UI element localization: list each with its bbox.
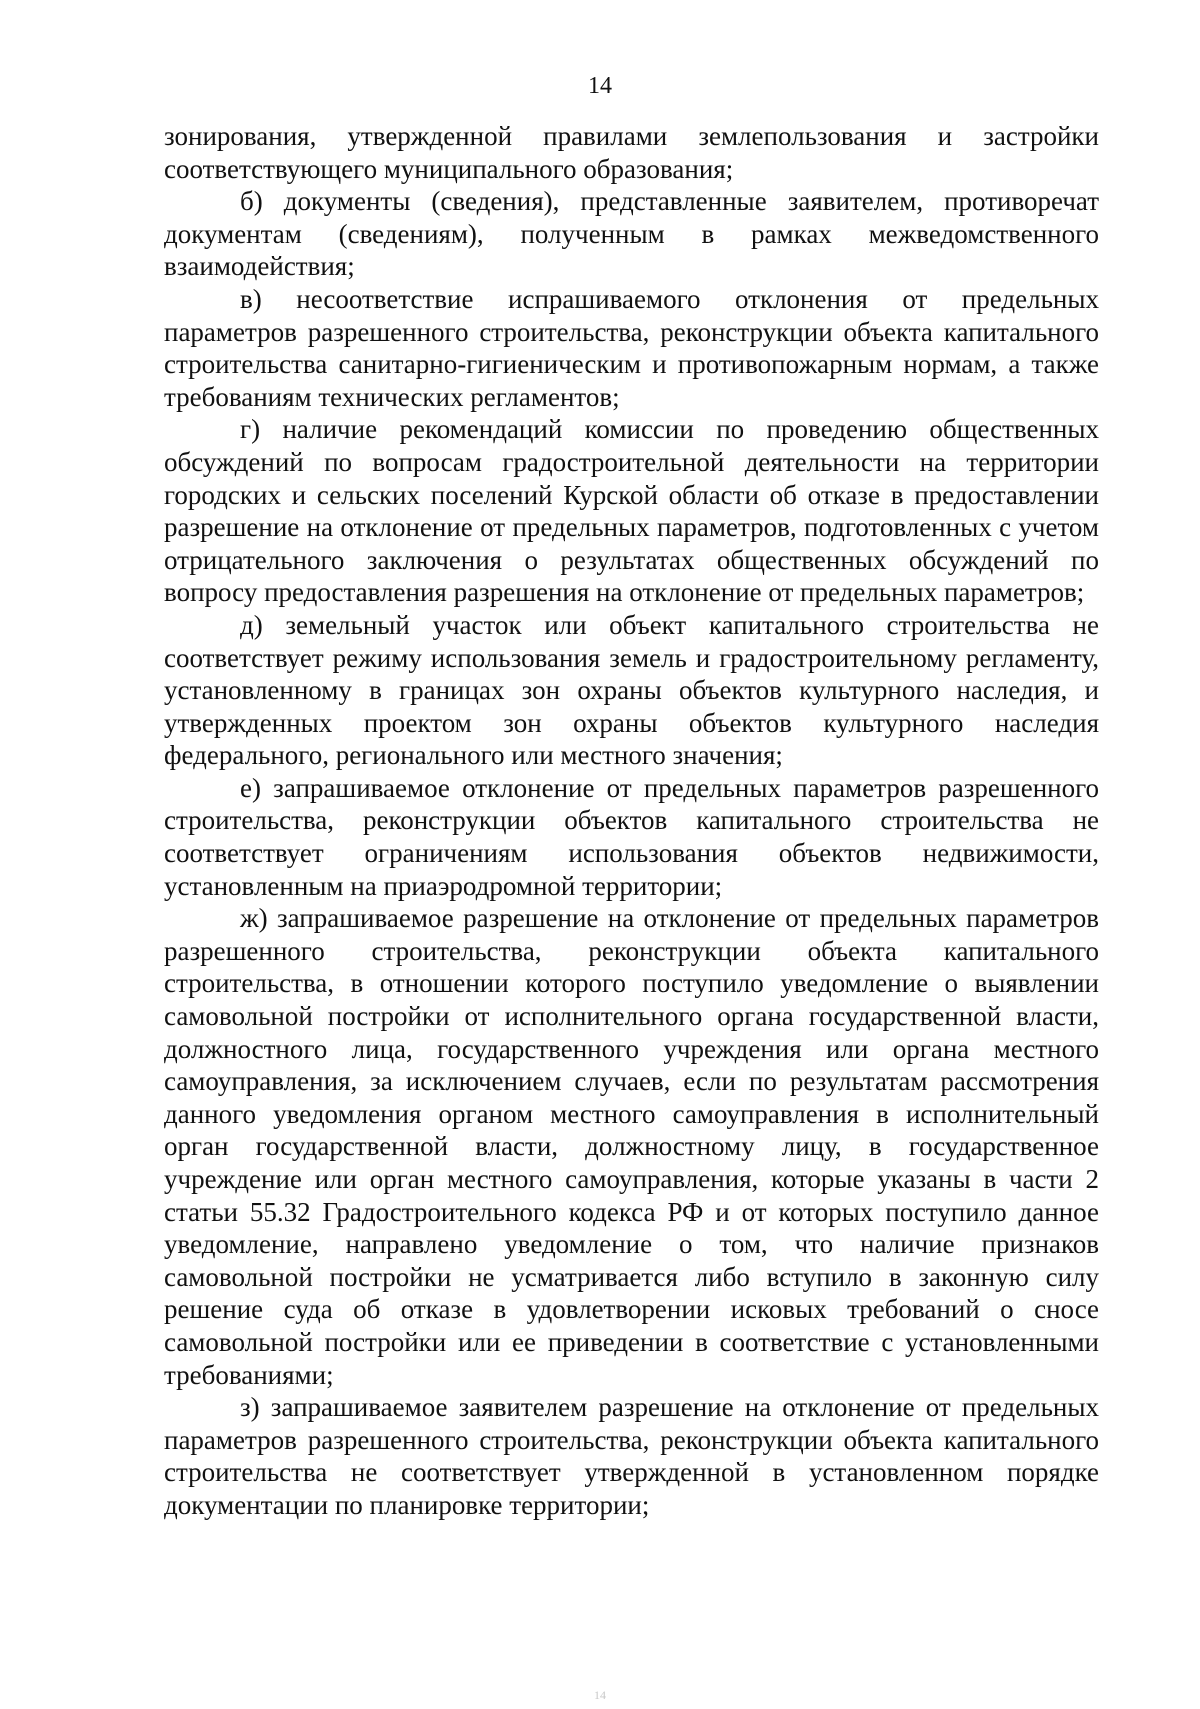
- paragraph-item-b: б) документы (сведения), представленные заявителем, противоречат документам (сведениям), полученным в рамках межведомственного взаимодействия;: [164, 186, 1099, 282]
- page-number: 14: [588, 73, 612, 99]
- paragraph-item-e: е) запрашиваемое отклонение от предельных параметров разрешенного строительства, реконструкции объектов капитального строительства не соответствует ограничениям использования объектов недвижимости, установленным на приаэродромной территории;: [164, 772, 1099, 901]
- paragraph-item-d: д) земельный участок или объект капитального строительства не соответствует режиму использования земель и градостроительному регламенту, установленному в границах зон охраны объектов культурного наследия, и утвержденных проектом зон охраны объектов культурного наследия федерального, регионального или местного значения;: [164, 609, 1099, 771]
- paragraph-item-z: з) запрашиваемое заявителем разрешение на отклонение от предельных параметров разрешенного строительства, реконструкции объекта капитального строительства не соответствует утвержденной в установленном порядке документации по планировке территории;: [164, 1392, 1099, 1520]
- paragraph-item-g: г) наличие рекомендаций комиссии по проведению общественных обсуждений по вопросам градостроительной деятельности на территории городских и сельских поселений Курской области об отказе в предоставлении разрешение на отклонение от предельных параметров, подготовленных с учетом отрицательного заключения о результатах общественных обсуждений по вопросу предоставления разрешения на отклонение от предельных параметров;: [164, 414, 1099, 608]
- paragraph-item-v: в) несоответствие испрашиваемого отклонения от предельных параметров разрешенного строительства, реконструкции объекта капитального строительства санитарно-гигиеническим и противопожарным нормам, а также требованиям технических регламентов;: [164, 283, 1099, 412]
- paragraph-continuation: зонирования, утвержденной правилами землепользования и застройки соответствующего муниципального образования;: [164, 121, 1099, 184]
- document-body: [164, 120, 1099, 1522]
- paragraph-item-zh: ж) запрашиваемое разрешение на отклонение от предельных параметров разрешенного строительства, реконструкции объекта капитального строительства, в отношении которого поступило уведомление о выявлении самовольной постройки от исполнительного органа государственной власти, должностного лица, государственного учреждения или органа местного самоуправления, за исключением случаев, если по результатам рассмотрения данного уведомления органом местного самоуправления в исполнительный орган государственной власти, должностному лицу, в государственное учреждение или орган местного самоуправления, которые указаны в части 2 статьи 55.32 Градостроительного кодекса РФ и от которых поступило данное уведомление, направлено уведомление о том, что наличие признаков самовольной постройки не усматривается либо вступило в законную силу решение суда об отказе в удовлетворении исковых требований о сносе самовольной постройки или ее приведении в соответствие с установленными требованиями;: [164, 903, 1099, 1390]
- footer-page-mark: 14: [594, 1688, 606, 1702]
